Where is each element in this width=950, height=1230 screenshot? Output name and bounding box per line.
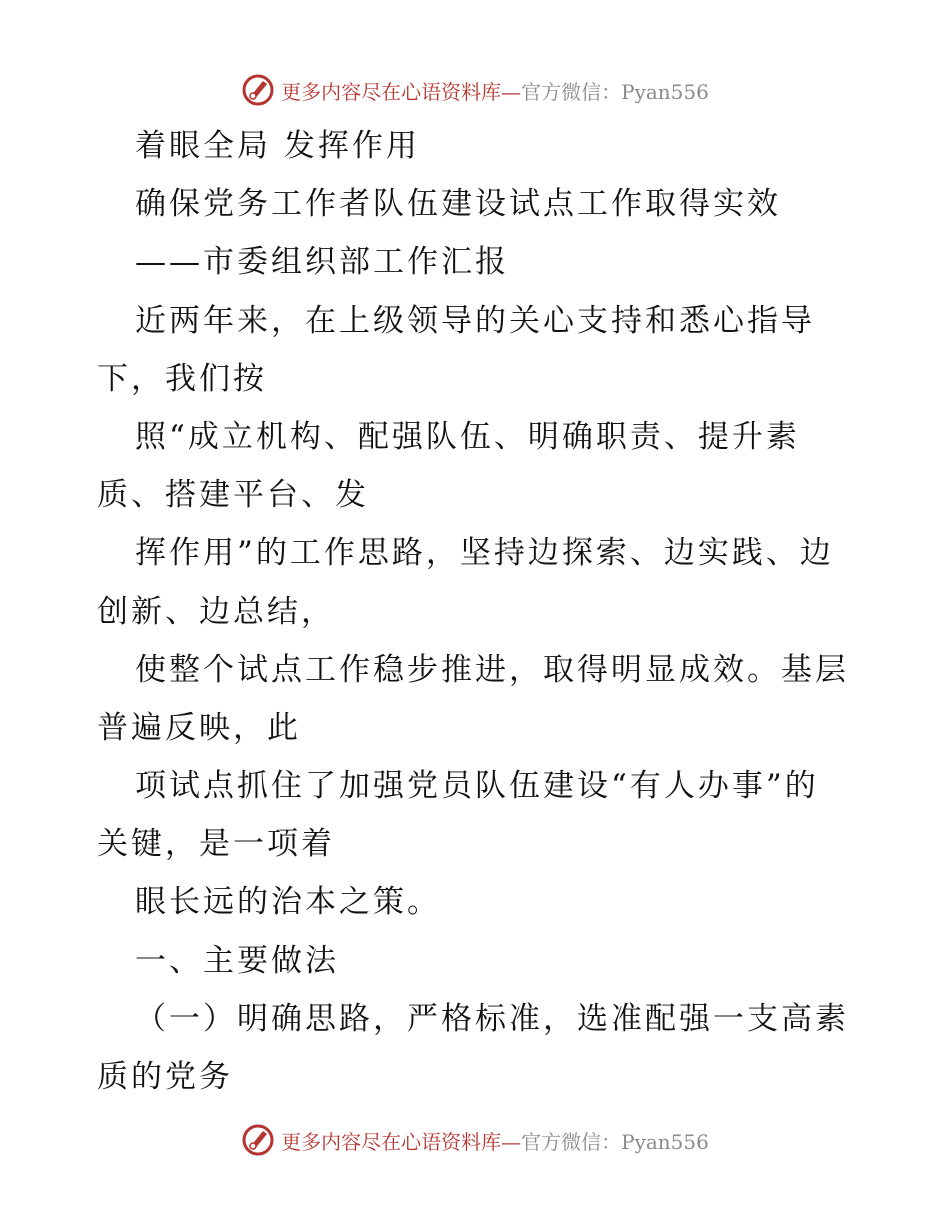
doc-line: 普遍反映，此 [97,709,301,746]
banner-text [281,1126,709,1155]
doc-line: 质、搭建平台、发 [97,477,369,514]
doc-line: 近两年来，在上级领导的关心支持和悉心指导 [135,302,815,339]
doc-line: 挥作用”的工作思路，坚持边探索、边实践、边 [135,535,834,572]
doc-line: 一、主要做法 [135,942,339,979]
doc-line: 下，我们按 [97,360,267,397]
brand-logo-icon [241,73,275,107]
doc-line: 使整个试点工作稳步推进，取得明显成效。基层 [135,651,849,688]
doc-line: 创新、边总结， [97,593,335,630]
banner-grey-text: 官方微信：Pyan556 [521,79,709,104]
doc-line: 着眼全局 发挥作用 [135,128,420,164]
footer-watermark-banner [0,1120,950,1160]
doc-line: （一）明确思路，严格标准，选准配强一支高素 [135,1000,849,1037]
banner-red-text: 更多内容尽在心语资料库— [281,79,522,104]
document-body [97,117,857,1106]
doc-line: 确保党务工作者队伍建设试点工作取得实效 [135,186,781,223]
header-watermark-banner [0,70,950,110]
doc-line: ——市委组织部工作汇报 [135,244,509,281]
banner-grey-text: 官方微信：Pyan556 [521,1129,709,1154]
doc-line: 照“成立机构、配强队伍、明确职责、提升素 [135,418,800,455]
doc-line: 质的党务 [97,1059,233,1095]
brand-logo-icon [241,1123,275,1157]
banner-red-text: 更多内容尽在心语资料库— [281,1129,522,1154]
doc-line: 关键，是一项着 [97,826,335,863]
banner-text [281,76,709,105]
doc-line: 项试点抓住了加强党员队伍建设“有人办事”的 [135,768,819,805]
doc-line: 眼长远的治本之策。 [135,884,441,921]
